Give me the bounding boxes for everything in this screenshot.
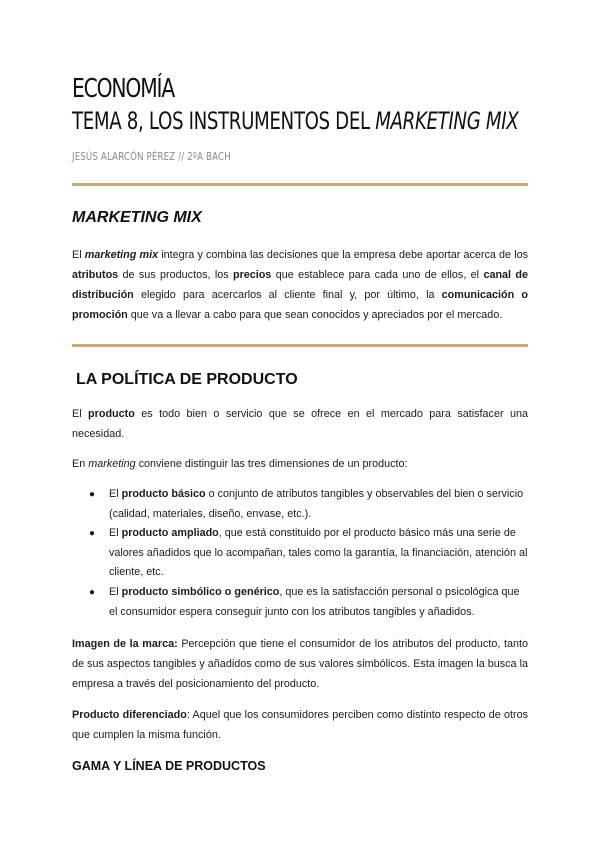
bullet-icon: ● — [89, 528, 96, 540]
marketing-mix-heading: MARKETING MIX — [72, 209, 202, 226]
product-policy-heading: LA POLÍTICA DE PRODUCTO — [76, 371, 298, 388]
list-item: ● El producto básico o conjunto de atributos tangibles y observables del bien o servicio (calidad, materiales, diseño, envase, etc.). — [72, 485, 528, 524]
product-range-heading: GAMA Y LÍNEA DE PRODUCTOS — [72, 759, 266, 773]
document-subtitle — [72, 106, 518, 136]
subtitle-italic: MARKETING MIX — [375, 107, 519, 135]
bullet-icon: ● — [89, 586, 96, 598]
section-divider — [72, 183, 528, 186]
section-divider — [72, 344, 528, 347]
bullet-icon: ● — [89, 489, 96, 500]
list-item: ● El producto simbólico o genérico, que es la satisfacción personal o psicológica que el consumidor espera conseguir junto con los atributos tangibles y añadidos. — [72, 583, 528, 622]
brand-image-paragraph: Imagen de la marca: Percepción que tiene el consumidor de los atributos del producto, tanto de sus aspectos tangibles y añadidos como de sus valores simbólicos. Esta imagen la busca la empresa a través del posicionamiento del producto. — [72, 638, 528, 690]
subtitle-text: TEMA 8, LOS INSTRUMENTOS DEL — [72, 107, 376, 135]
product-definition-paragraph: El producto es todo bien o servicio que se ofrece en el mercado para satisfacer una necesidad. — [72, 408, 528, 440]
product-dimensions-list — [72, 485, 528, 622]
marketing-mix-paragraph: El marketing mix integra y combina las decisiones que la empresa debe aportar acerca de los atributos de sus productos, los precios que establece para cada uno de ellos, el canal de distribución elegido para acercarlos al cliente final y, por último, la comunicación o promoción que va a llevar a cabo para que sean conocidos y apreciados por el mercado. — [72, 249, 528, 321]
list-item: ● El producto ampliado, que está constituido por el producto básico más una serie de valores añadidos que lo acompañan, tales como la garantía, la financiación, atención al cliente, etc. — [72, 524, 528, 583]
document-title: ECONOMÍA — [72, 74, 175, 104]
differentiated-product-paragraph: Producto diferenciado: Aquel que los consumidores perciben como distinto respecto de otros que cumplen la misma función. — [72, 709, 528, 741]
dimensions-intro-paragraph: En marketing conviene distinguir las tres dimensiones de un producto: — [72, 458, 408, 470]
document-author: JESÚS ALARCÓN PÉREZ // 2ºA BACH — [72, 151, 231, 163]
